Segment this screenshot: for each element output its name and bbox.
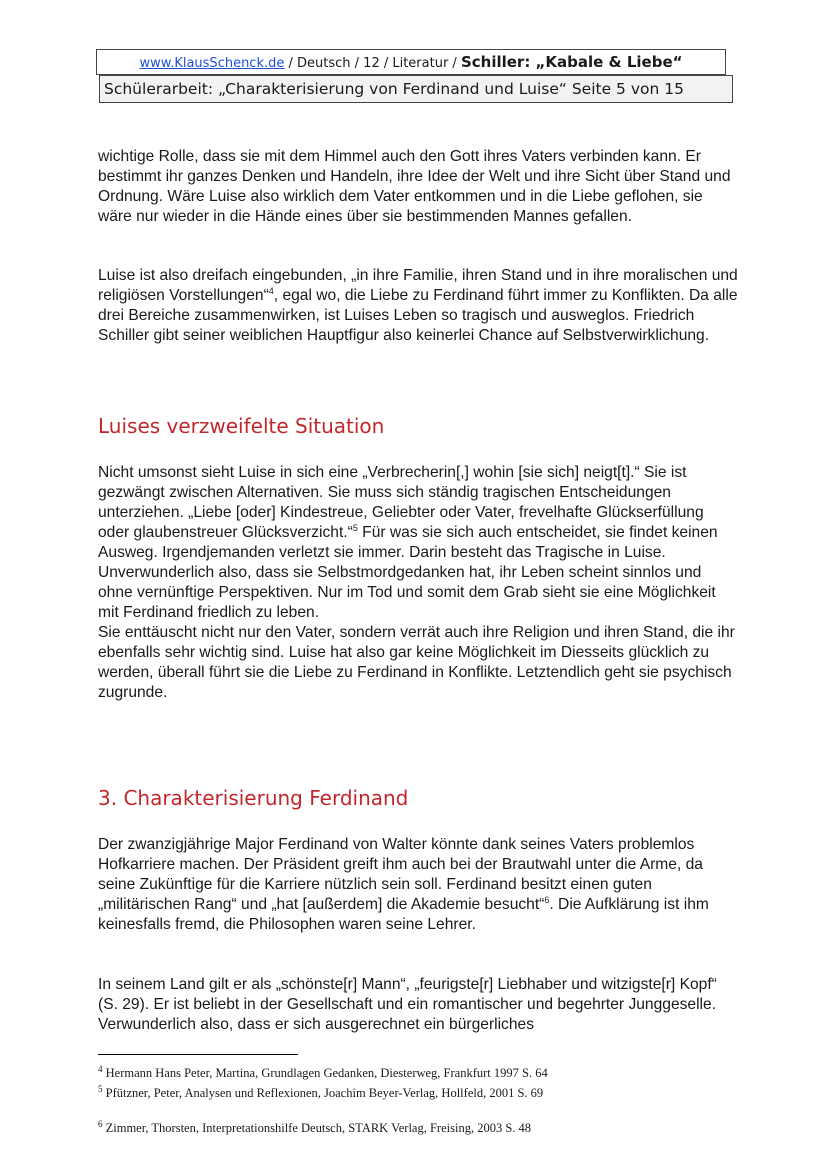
- footnote-text: Hermann Hans Peter, Martina, Grundlagen Gedanken, Diesterweg, Frankfurt 1997 S. 64: [102, 1066, 548, 1080]
- footnote: [98, 1063, 548, 1081]
- paragraph: [98, 463, 738, 703]
- footnote-text: Pfützner, Peter, Analysen und Reflexionen, Joachim Beyer-Verlag, Hollfeld, 2001 S. 69: [102, 1086, 544, 1100]
- section-heading: Luises verzweifelte Situation: [98, 414, 385, 438]
- paragraph: [98, 266, 738, 346]
- text-run: Nicht umsonst sieht Luise in sich eine „Verbrecherin[,] wohin [sie sich] neigt[t].“ Sie ist gezwängt zwischen Alternativen. Sie muss sich ständig tragischen Entscheidungen unterziehen. „Liebe [oder] Kindestreue, Geliebter oder Vater, frevelhafte Glückserfüllung oder glaubenstreuer Glücksverzicht.“: [98, 464, 704, 541]
- page-header: [96, 49, 726, 75]
- footnote: [98, 1118, 532, 1136]
- text-run: Luise ist also dreifach eingebunden, „in ihre Familie, ihren Stand und in ihre moralischen und religiösen Vorstellungen“: [98, 267, 738, 304]
- section-heading: 3. Charakterisierung Ferdinand: [98, 786, 409, 810]
- footnote-divider: [98, 1054, 298, 1055]
- footnote-text: Zimmer, Thorsten, Interpretationshilfe Deutsch, STARK Verlag, Freising, 2003 S. 48: [102, 1121, 532, 1135]
- site-link[interactable]: www.KlausSchenck.de: [139, 56, 285, 71]
- footnote-number: 5: [98, 1083, 103, 1094]
- text-run: , egal wo, die Liebe zu Ferdinand führt immer zu Konflikten. Da alle drei Bereiche zusammenwirken, ist Luises Leben so tragisch und ausweglos. Friedrich Schiller gibt seiner weiblichen Hauptfigur also keinerlei Chance auf Selbstverwirklichung.: [98, 287, 738, 344]
- paragraph: In seinem Land gilt er als „schönste[r] Mann“, „feurigste[r] Liebhaber und witzigste[r] Kopf“ (S. 29). Er ist beliebt in der Gesellschaft und ein romantischer und begehrter Junggeselle. Verwunderlich also, dass er sich ausgerechnet ein bürgerliches: [98, 976, 717, 1033]
- footnote-ref: 5: [352, 522, 358, 533]
- header-subtitle: Schülerarbeit: „Charakterisierung von Ferdinand und Luise“ Seite 5 von 15: [99, 75, 733, 103]
- paragraph: wichtige Rolle, dass sie mit dem Himmel auch den Gott ihres Vaters verbinden kann. Er bestimmt ihr ganzes Denken und Handeln, ihre Idee der Welt und ihre Sicht über Stand und Ordnung. Wäre Luise also wirklich dem Vater entkommen und in die Liebe geflohen, sie wäre nur wieder in die Hände eines über sie bestimmenden Mannes gefallen.: [98, 148, 731, 225]
- header-path: / Deutsch / 12 / Literatur /: [284, 56, 461, 71]
- text-run: . Die Aufklärung ist ihm keinesfalls fremd, die Philosophen waren seine Lehrer.: [98, 896, 709, 933]
- header-topic: Schiller: „Kabale & Liebe“: [460, 53, 683, 71]
- footnote: [98, 1083, 544, 1101]
- footnote-ref: 6: [544, 894, 550, 905]
- paragraph: [98, 835, 738, 935]
- text-run: Sie enttäuscht nicht nur den Vater, sondern verrät auch ihre Religion und ihren Stand, die ihr ebenfalls sehr wichtig sind. Luise hat also gar keine Möglichkeit im Diesseits glücklich zu werden, überall führt sie die Liebe zu Ferdinand in Konflikte. Letztendlich geht sie psychisch zugrunde.: [98, 624, 735, 701]
- footnote-ref: 4: [268, 285, 274, 296]
- footnote-number: 4: [98, 1063, 103, 1074]
- text-run: Für was sie sich auch entscheidet, sie findet keinen Ausweg. Irgendjemanden verletzt sie immer. Darin besteht das Tragische in Luise. Unverwunderlich also, dass sie Selbstmordgedanken hat, ihr Leben scheint sinnlos und ohne vernünftige Perspektiven. Nur im Tod und somit dem Grab sieht sie eine Möglichkeit mit Ferdinand friedlich zu leben.: [98, 524, 718, 621]
- text-run: Der zwanzigjährige Major Ferdinand von Walter könnte dank seines Vaters problemlos Hofkarriere machen. Der Präsident greift ihm auch bei der Brautwahl unter die Arme, da seine Zukünftige für die Karriere nützlich sein soll. Ferdinand besitzt einen guten „militärischen Rang“ und „hat [außerdem] die Akademie besucht“: [98, 836, 703, 913]
- footnote-number: 6: [98, 1118, 103, 1129]
